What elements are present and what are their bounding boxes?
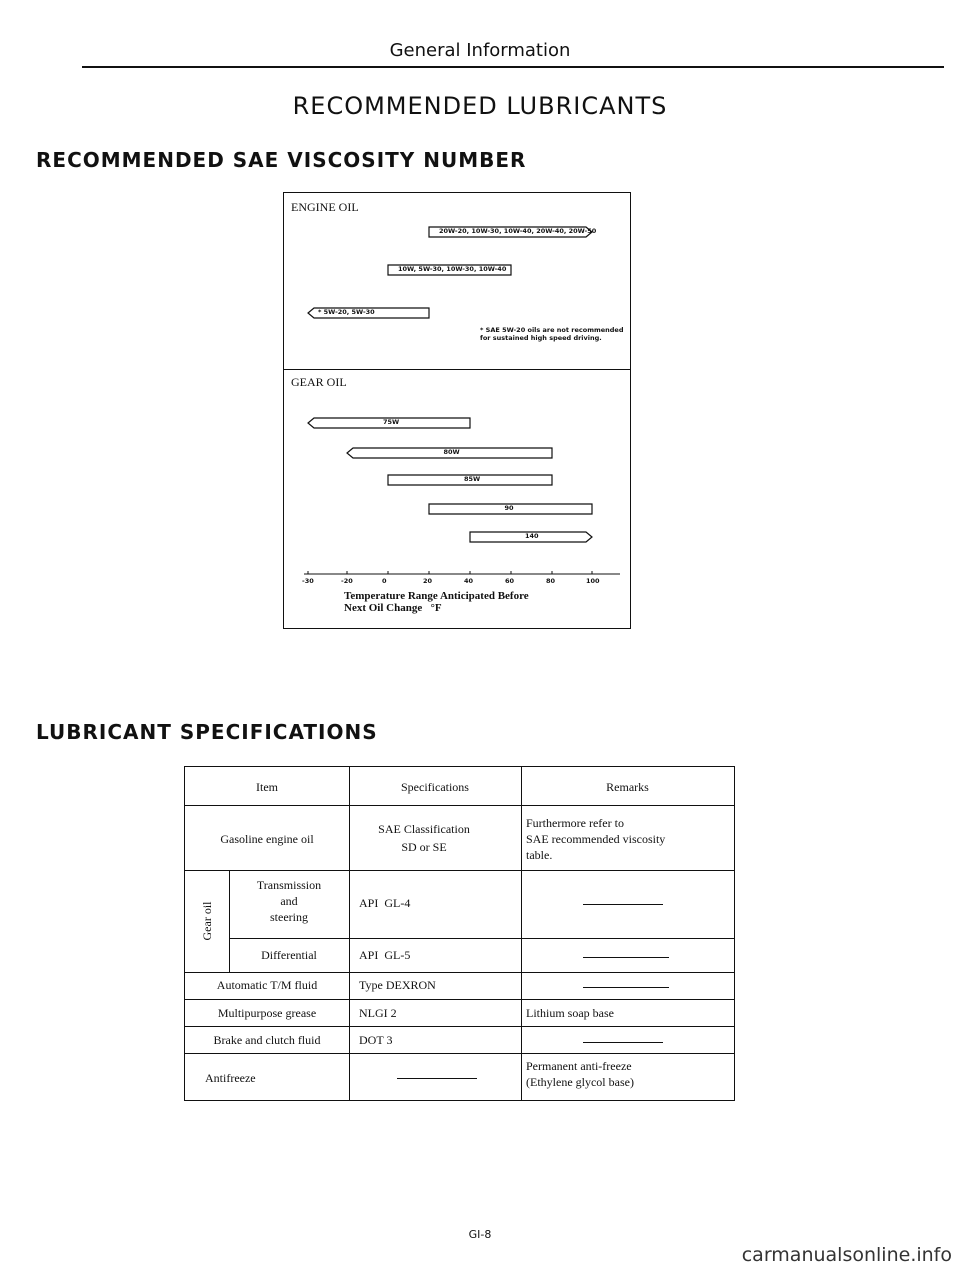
tick-label: 0: [382, 577, 387, 585]
specs-section-title: LUBRICANT SPECIFICATIONS: [36, 720, 378, 744]
item-antifreeze: Antifreeze: [205, 1071, 256, 1085]
table-row-line: [185, 972, 734, 973]
header-specifications: Specifications: [401, 780, 469, 794]
table-row-line: [185, 1053, 734, 1054]
remarks-multipurpose-grease: Lithium soap base: [526, 1006, 614, 1020]
gear-oil-label: GEAR OIL: [291, 375, 347, 389]
remarks-transmission-dash: [583, 904, 663, 905]
axis-caption-line2: Next Oil Change: [344, 602, 423, 614]
page-header-title: General Information: [389, 40, 571, 61]
remarks-gasoline-line2: SAE recommended viscosity: [526, 832, 666, 846]
gear-bar-label-75w: 75W: [383, 418, 400, 426]
table-row-line: [229, 938, 734, 939]
table-row-line: [185, 805, 734, 806]
table-col-line: [349, 767, 350, 1100]
gear-bar-label-80w: 80W: [443, 448, 460, 456]
watermark: carmanualsonline.info: [741, 1244, 952, 1266]
main-title: RECOMMENDED LUBRICANTS: [292, 92, 668, 120]
item-transmission-line2: and: [280, 894, 298, 908]
tick-label: 20: [423, 577, 433, 585]
gear-oil-group-label: Gear oil: [200, 901, 214, 941]
engine-oil-label: ENGINE OIL: [291, 200, 359, 214]
tick-label: 100: [586, 577, 600, 585]
spec-transmission: API GL-4: [359, 896, 411, 910]
item-transmission-line1: Transmission: [256, 878, 322, 892]
axis-unit: °F: [430, 602, 442, 614]
table-row-line: [185, 999, 734, 1000]
viscosity-chart: [283, 192, 631, 629]
spec-multipurpose-grease: NLGI 2: [359, 1006, 397, 1020]
item-automatic-tm-fluid: Automatic T/M fluid: [216, 978, 318, 992]
remarks-antifreeze-line1: Permanent anti-freeze: [526, 1059, 632, 1073]
lubricant-specifications-table: [184, 766, 735, 1101]
item-brake-clutch-fluid: Brake and clutch fluid: [213, 1033, 321, 1047]
header-rule: [82, 66, 944, 68]
range-bars-svg: [284, 193, 630, 627]
remarks-gasoline-line1: Furthermore refer to: [526, 816, 624, 830]
remarks-differential-dash: [583, 957, 669, 958]
engine-oil-note: * SAE 5W-20 oils are not recommended for sustained high speed driving.: [480, 326, 624, 342]
header-remarks: Remarks: [606, 780, 649, 794]
spec-automatic-tm-fluid: Type DEXRON: [359, 978, 436, 992]
remarks-gasoline-line3: table.: [526, 848, 553, 862]
tick-label: 80: [546, 577, 556, 585]
tick-label: -20: [341, 577, 353, 585]
tick-label: -30: [302, 577, 314, 585]
table-row-line: [185, 870, 734, 871]
spec-differential: API GL-5: [359, 948, 411, 962]
gear-bar-label-85w: 85W: [464, 475, 481, 483]
item-transmission-line3: steering: [270, 910, 308, 924]
axis-caption: [344, 590, 529, 614]
header-item: Item: [256, 780, 278, 794]
engine-bar-label-2: 10W, 5W-30, 10W-30, 10W-40: [398, 265, 507, 273]
remarks-antifreeze-line2: (Ethylene glycol base): [526, 1075, 634, 1089]
item-multipurpose-grease: Multipurpose grease: [217, 1006, 317, 1020]
spec-brake-clutch-fluid: DOT 3: [359, 1033, 393, 1047]
gear-bar-label-140: 140: [525, 532, 539, 540]
item-gasoline-engine-oil: Gasoline engine oil: [220, 832, 314, 846]
remarks-atf-dash: [583, 987, 669, 988]
gear-bar-label-90: 90: [504, 504, 514, 512]
table-row-line: [185, 1026, 734, 1027]
engine-bar-label-3: * 5W-20, 5W-30: [318, 308, 375, 316]
axis-caption-line1: Temperature Range Anticipated Before: [344, 590, 529, 602]
engine-bar-label-1: 20W-20, 10W-30, 10W-40, 20W-40, 20W-50: [439, 227, 597, 235]
spec-antifreeze-dash: [397, 1078, 477, 1079]
page-number: GI-8: [468, 1228, 492, 1241]
table-col-line: [521, 767, 522, 1100]
spec-gasoline-line1: SAE Classification: [378, 822, 470, 836]
remarks-brake-dash: [583, 1042, 663, 1043]
tick-label: 40: [464, 577, 474, 585]
item-differential: Differential: [261, 948, 317, 962]
spec-gasoline-line2: SD or SE: [401, 840, 447, 854]
viscosity-section-title: RECOMMENDED SAE VISCOSITY NUMBER: [36, 148, 527, 172]
tick-label: 60: [505, 577, 515, 585]
